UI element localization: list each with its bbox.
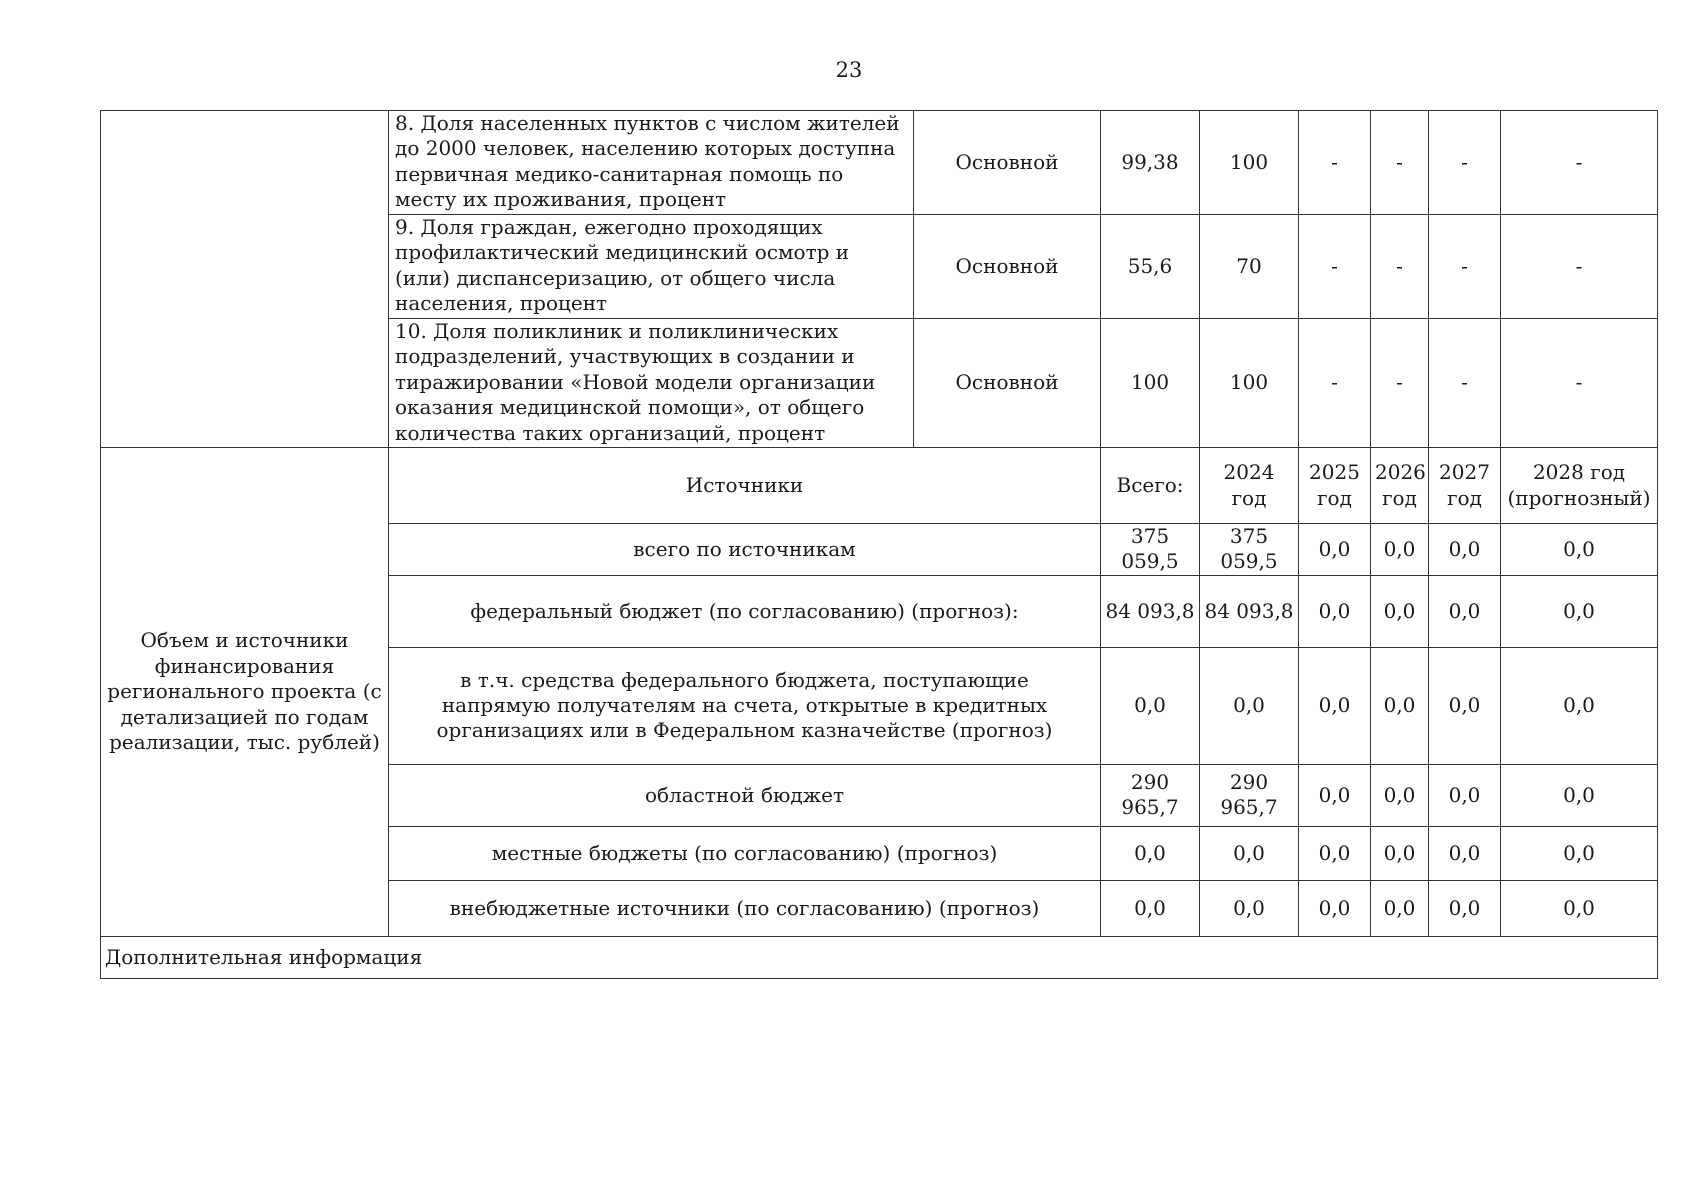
indicator-2027-value: - [1429, 111, 1501, 215]
indicator-2026-value: - [1371, 319, 1429, 448]
header-2025: 2025 год [1299, 448, 1371, 524]
financing-2027: 0,0 [1429, 647, 1501, 764]
financing-total: 290 965,7 [1101, 764, 1200, 826]
financing-2028: 0,0 [1501, 575, 1658, 647]
financing-2026: 0,0 [1371, 826, 1429, 880]
financing-2026: 0,0 [1371, 880, 1429, 936]
indicator-type: Основной [914, 111, 1101, 215]
empty-label-cell [101, 111, 389, 448]
financing-source: федеральный бюджет (по согласованию) (прогноз): [389, 575, 1101, 647]
indicator-base-value: 99,38 [1101, 111, 1200, 215]
page-number: 23 [835, 58, 863, 82]
indicator-name: 9. Доля граждан, ежегодно проходящих профилактический медицинский осмотр и (или) диспансеризацию, от общего числа населения, процент [389, 215, 914, 319]
financing-2025: 0,0 [1299, 826, 1371, 880]
indicator-type: Основной [914, 319, 1101, 448]
header-sources: Источники [389, 448, 1101, 524]
financing-2024: 375 059,5 [1200, 524, 1299, 576]
financing-2026: 0,0 [1371, 575, 1429, 647]
financing-2028: 0,0 [1501, 524, 1658, 576]
financing-2027: 0,0 [1429, 524, 1501, 576]
header-2024: 2024 год [1200, 448, 1299, 524]
financing-2025: 0,0 [1299, 764, 1371, 826]
indicator-2028-value: - [1501, 111, 1658, 215]
financing-total: 0,0 [1101, 880, 1200, 936]
indicator-name: 8. Доля населенных пунктов с числом жителей до 2000 человек, населению которых доступна первичная медико-санитарная помощь по месту их проживания, процент [389, 111, 914, 215]
additional-info: Дополнительная информация [101, 936, 1658, 978]
financing-source: внебюджетные источники (по согласованию) (прогноз) [389, 880, 1101, 936]
financing-2027: 0,0 [1429, 764, 1501, 826]
additional-info-row [101, 936, 1658, 978]
indicator-base-value: 100 [1101, 319, 1200, 448]
financing-2026: 0,0 [1371, 764, 1429, 826]
financing-source: в т.ч. средства федерального бюджета, поступающие напрямую получателям на счета, открытые в кредитных организациях или в Федеральном казначействе (прогноз) [389, 647, 1101, 764]
financing-2025: 0,0 [1299, 647, 1371, 764]
financing-2025: 0,0 [1299, 524, 1371, 576]
financing-2026: 0,0 [1371, 524, 1429, 576]
financing-total: 0,0 [1101, 826, 1200, 880]
header-total: Всего: [1101, 448, 1200, 524]
header-2028: 2028 год (прогнозный) [1501, 448, 1658, 524]
indicator-2027-value: - [1429, 319, 1501, 448]
indicator-2024-value: 70 [1200, 215, 1299, 319]
header-2027: 2027 год [1429, 448, 1501, 524]
indicator-2026-value: - [1371, 215, 1429, 319]
indicator-2025-value: - [1299, 215, 1371, 319]
financing-total: 375 059,5 [1101, 524, 1200, 576]
financing-2024: 0,0 [1200, 647, 1299, 764]
financing-source: всего по источникам [389, 524, 1101, 576]
financing-2025: 0,0 [1299, 575, 1371, 647]
indicator-2024-value: 100 [1200, 111, 1299, 215]
financing-total: 0,0 [1101, 647, 1200, 764]
indicator-2028-value: - [1501, 319, 1658, 448]
indicator-2024-value: 100 [1200, 319, 1299, 448]
financing-source: местные бюджеты (по согласованию) (прогноз) [389, 826, 1101, 880]
project-passport-table [100, 110, 1658, 979]
financing-2027: 0,0 [1429, 880, 1501, 936]
indicator-2026-value: - [1371, 111, 1429, 215]
financing-source: областной бюджет [389, 764, 1101, 826]
financing-2028: 0,0 [1501, 647, 1658, 764]
financing-2024: 290 965,7 [1200, 764, 1299, 826]
indicator-row [101, 111, 1658, 215]
financing-2028: 0,0 [1501, 826, 1658, 880]
financing-2028: 0,0 [1501, 764, 1658, 826]
financing-2024: 0,0 [1200, 880, 1299, 936]
financing-2027: 0,0 [1429, 575, 1501, 647]
financing-2026: 0,0 [1371, 647, 1429, 764]
indicator-base-value: 55,6 [1101, 215, 1200, 319]
financing-2025: 0,0 [1299, 880, 1371, 936]
financing-total: 84 093,8 [1101, 575, 1200, 647]
financing-2024: 84 093,8 [1200, 575, 1299, 647]
indicator-2025-value: - [1299, 319, 1371, 448]
financing-2028: 0,0 [1501, 880, 1658, 936]
header-2026: 2026 год [1371, 448, 1429, 524]
financing-2027: 0,0 [1429, 826, 1501, 880]
indicator-2025-value: - [1299, 111, 1371, 215]
financing-label: Объем и источники финансирования регионального проекта (с детализацией по годам реализации, тыс. рублей) [101, 448, 389, 937]
indicator-2027-value: - [1429, 215, 1501, 319]
indicator-name: 10. Доля поликлиник и поликлинических подразделений, участвующих в создании и тиражировании «Новой модели организации оказания медицинской помощи», от общего количества таких организаций, процент [389, 319, 914, 448]
indicator-type: Основной [914, 215, 1101, 319]
financing-header-row [101, 448, 1658, 524]
financing-2024: 0,0 [1200, 826, 1299, 880]
indicator-2028-value: - [1501, 215, 1658, 319]
